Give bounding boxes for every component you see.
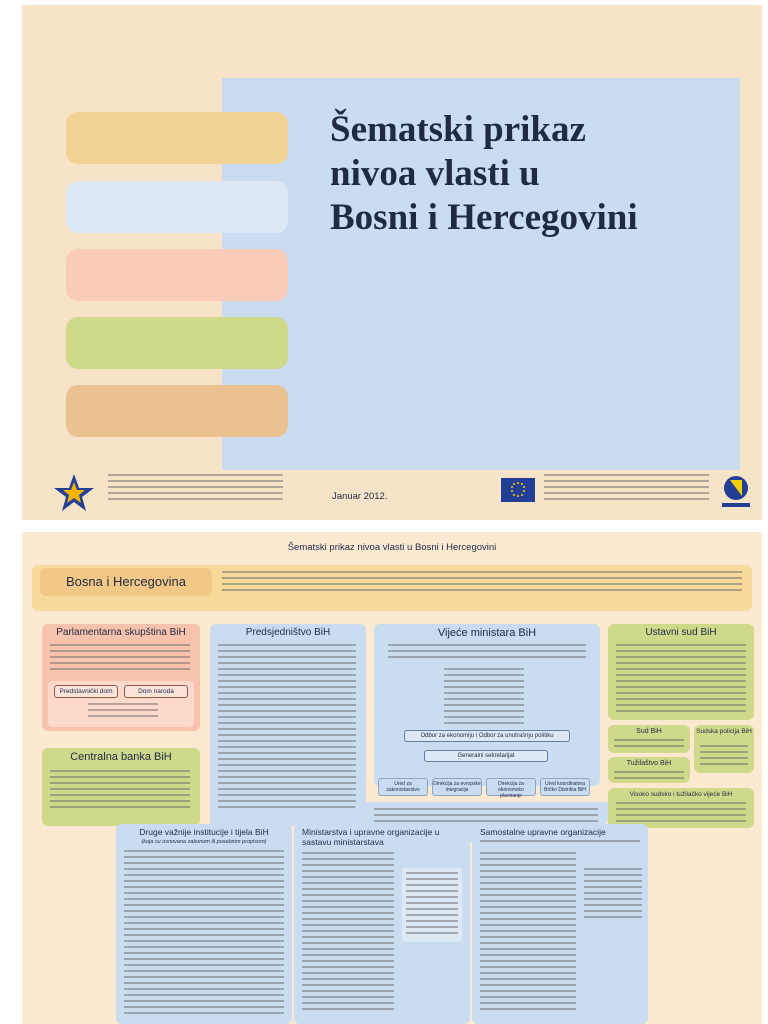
decor-bar-light-blue [66,181,288,233]
tuzilastvo-text [614,771,684,783]
predsjednistvo-title: Predsjedništvo BiH [245,627,331,638]
vijece-ministara-box [374,624,600,786]
sud-title: Sud BiH [636,728,662,735]
druge-institucije-list [124,850,284,1018]
centralna-banka-box [42,748,200,826]
samostalne-list [480,852,576,1014]
ustavni-sud-title: Ustavni sud BiH [645,627,717,638]
parlament-houses [48,681,194,727]
vstv-box [608,788,754,828]
predsjednistvo-text [218,644,356,812]
scheme-title: Šematski prikaz nivoa vlasti u Bosni i Hercegovini [287,542,497,553]
vijece-title: Vijeće ministara BiH [437,627,537,639]
decor-bar-pink [66,249,288,301]
sudska-policija-text [700,745,748,769]
direkcija-evropske: Direkcija za evropske integracije [432,778,482,796]
ustavni-sud-box [608,624,754,720]
ured-zakonodavstvo: Ured za zakonodavstvo [378,778,428,796]
ministarstva-box [294,824,470,1024]
vstv-text [616,802,746,826]
parlament-text [50,644,190,674]
generalni-sekretarijat-label: Generalni sekretarijat [424,750,548,762]
houses-text [88,703,158,721]
predsjednistvo-box [210,624,366,826]
cover-title-line: Šematski prikaz [330,109,586,150]
tuzilastvo-box [608,757,690,783]
eu-support-logo-icon [716,472,756,512]
samostalne-side-note [584,868,642,922]
footer-right-text [544,474,709,504]
sudska-policija-title: Sudska policija BiH [696,728,752,735]
decor-bar-green [66,317,288,369]
centralna-banka-text [50,770,190,812]
odbor-label: Odbor za ekonomiju i Odbor za unutrašnju politiku [404,730,570,742]
parlament-title: Parlamentarna skupština BiH [56,627,186,638]
druge-institucije-subtitle: (koja su osnovana zakonom ili posebnim propisom) [141,839,267,845]
samostalne-organizacije-box [472,824,648,1024]
dei-star-logo-icon [50,472,98,514]
cover-title [330,108,720,240]
decor-bar-tan [66,385,288,437]
cover-title-line: Bosni i Hercegovini [330,197,638,238]
predstavnicki-dom-label: Predstavnički dom [54,685,118,698]
centralna-banka-title: Centralna banka BiH [70,751,172,763]
vijece-text [388,644,586,662]
eu-flag-icon [501,478,535,502]
ustavni-sud-text [616,644,746,716]
decor-bar-yellow [66,112,288,164]
samostalne-title: Samostalne upravne organizacije [480,827,606,837]
vstv-title: Visoko sudsko i tužilačko vijeće BiH [629,791,733,798]
footer-left-text [108,474,283,504]
tuzilastvo-title: Tužilaštvo BiH [626,760,672,767]
cover-footer [22,470,762,520]
ministarstva-list [302,852,394,1014]
ured-brcko: Ured koordinatora Brčko Distrikta BiH [540,778,590,796]
sud-box [608,725,690,753]
cover-date: Januar 2012. [332,491,388,502]
parlament-box [42,624,200,731]
cover-page [22,5,762,520]
bih-label: Bosna i Hercegovina [40,568,212,596]
druge-institucije-box [116,824,292,1024]
ministarstva-title: Ministarstva i upravne organizacije u sastavu ministarstava [302,827,440,847]
scheme-page [22,532,762,1024]
sud-text [614,739,684,751]
vijece-list [444,668,524,728]
dom-naroda-label: Dom naroda [124,685,188,698]
direkcija-ekonomsko: Direkcija za ekonomsko planiranje [486,778,536,796]
cover-title-line: nivoa vlasti u [330,153,540,194]
samostalne-subtitle [480,840,640,846]
druge-institucije-title: Druge važnije institucije i tijela BiH [139,827,269,837]
sudska-policija-box [694,725,754,773]
ministarstva-side-note [402,868,462,942]
bih-text-lines [222,571,742,595]
